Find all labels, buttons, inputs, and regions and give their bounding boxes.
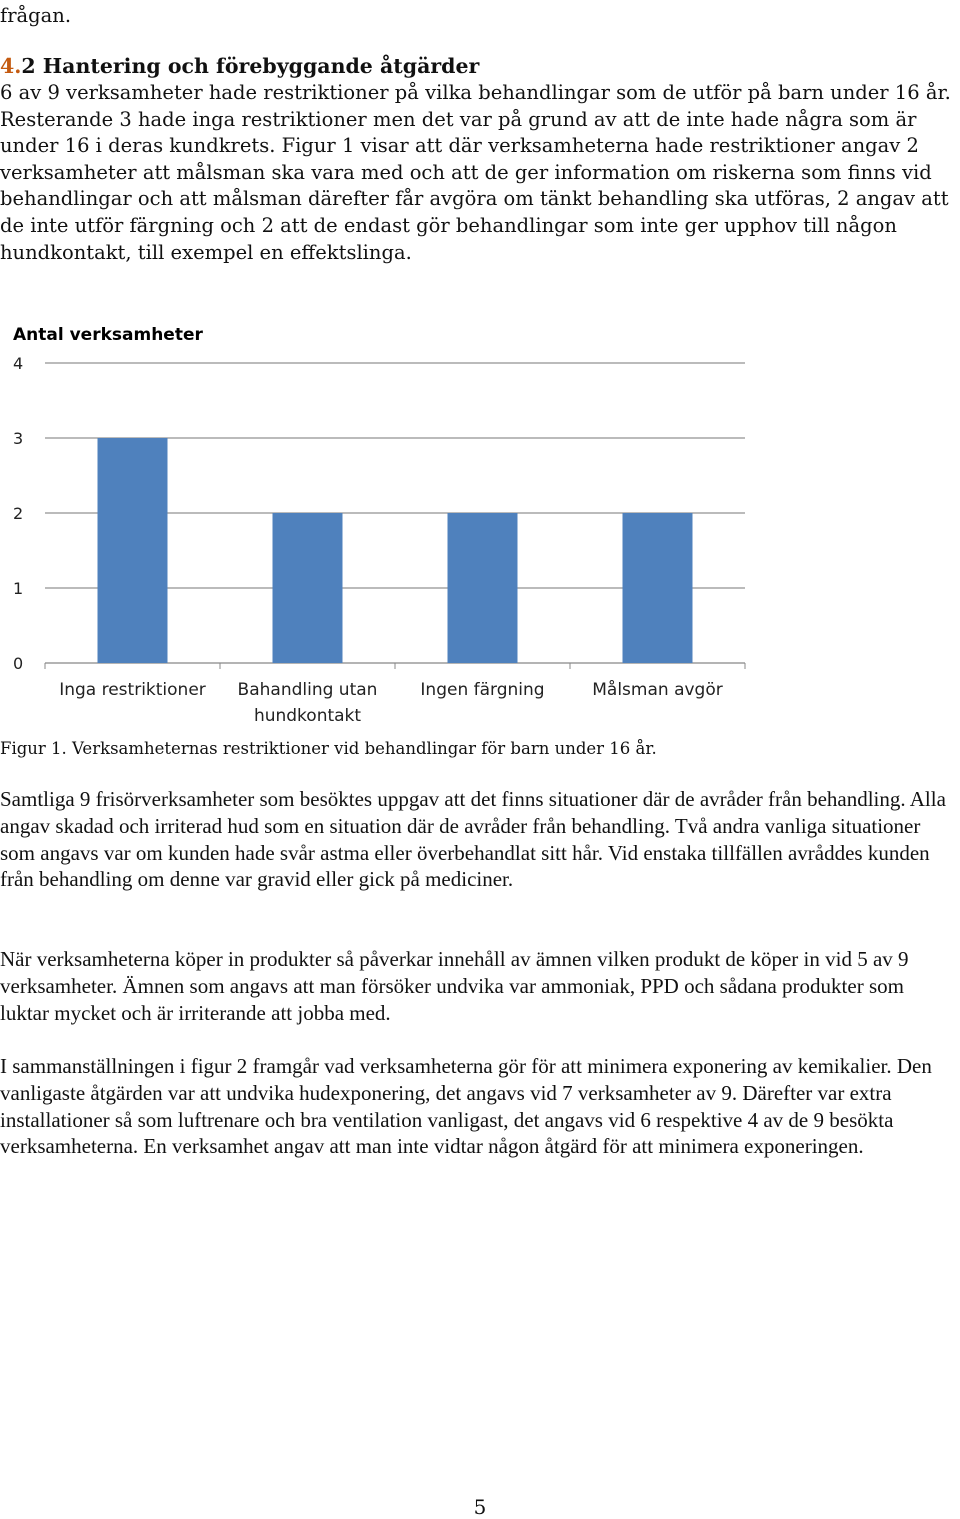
paragraph-advice: Samtliga 9 frisörverksamheter som besöktes uppgav att det finns situationer där de avråder från behandling. Alla angav skadad och irriterad hud som en situation där de avråder från behandling. Två andra vanliga situationer som angavs var om kunden hade svår astma eller överbehandlat sitt hår. Vid enstaka tillfällen avråddes kunden från behandling om denne var gravid eller gick på mediciner.	[0, 787, 946, 892]
y-tick-label: 3	[13, 429, 24, 448]
y-tick-label: 0	[13, 654, 24, 673]
x-category-label: Bahandling utan	[237, 680, 378, 700]
figure-caption: Figur 1. Verksamheternas restriktioner vid behandlingar för barn under 16 år.	[0, 739, 657, 758]
section-number: 4.	[0, 54, 22, 78]
bar-4	[623, 513, 693, 663]
paragraph-restrictions: 6 av 9 verksamheter hade restriktioner på vilka behandlingar som de utför på barn under 16 år. Resterande 3 hade inga restriktioner men det var på grund av att de inte hade några som är under 16 i deras kundkrets. Figur 1 visar att där verksamheterna hade restriktioner angav 2 verksamheter att målsman ska vara med och att de ger information om riskerna som finns vid behandlingar och att målsman därefter får avgöra om tänkt behandling ska utföras, 2 angav att de inte utför färgning och 2 att de endast gör behandlingar som inte ger upphov till någon hundkontakt, till exempel en effektslinga.	[0, 81, 951, 264]
x-category-label: Målsman avgör	[592, 680, 723, 700]
section-title: 2 Hantering och förebyggande åtgärder	[21, 54, 480, 78]
x-axis-labels	[59, 679, 723, 726]
bar-3	[448, 513, 518, 663]
paragraph-exposure: I sammanställningen i figur 2 framgår vad verksamheterna gör för att minimera exponering av kemikalier. Den vanligaste åtgärden var att undvika hudexponering, det angavs vid 7 verksamheter av 9. Därefter var extra installationer så som luftrenare och bra ventilation vanligast, det angavs vid 6 respektive 4 av de 9 besökta verksamheterna. En verksamhet angav att man inte vidtar någon åtgärd för att minimera exponeringen.	[0, 1054, 932, 1159]
intro-text: frågan.	[0, 4, 72, 27]
y-tick-label: 2	[13, 504, 24, 523]
x-category-label: Ingen färgning	[420, 680, 545, 700]
chart-bars	[98, 438, 693, 663]
paragraph-products: När verksamheterna köper in produkter så påverkar innehåll av ämnen vilken produkt de köper in vid 5 av 9 verksamheter. Ämnen som angavs att man försöker undvika var ammoniak, PPD och sådana produkter som luktar mycket och är irriterande att jobba med.	[0, 947, 909, 1025]
page-number: 5	[473, 1495, 487, 1519]
x-axis-ticks	[45, 663, 745, 669]
y-tick-label: 4	[13, 354, 24, 373]
x-category-label: Inga restriktioner	[59, 680, 206, 700]
bar-2	[273, 513, 343, 663]
y-axis-ticks	[13, 354, 23, 673]
x-category-label: hundkontakt	[253, 706, 362, 726]
bar-chart	[0, 318, 760, 738]
bar-1	[98, 438, 168, 663]
y-tick-label: 1	[13, 579, 24, 598]
section-heading	[0, 53, 958, 80]
chart-title: Antal verksamheter	[13, 325, 203, 345]
